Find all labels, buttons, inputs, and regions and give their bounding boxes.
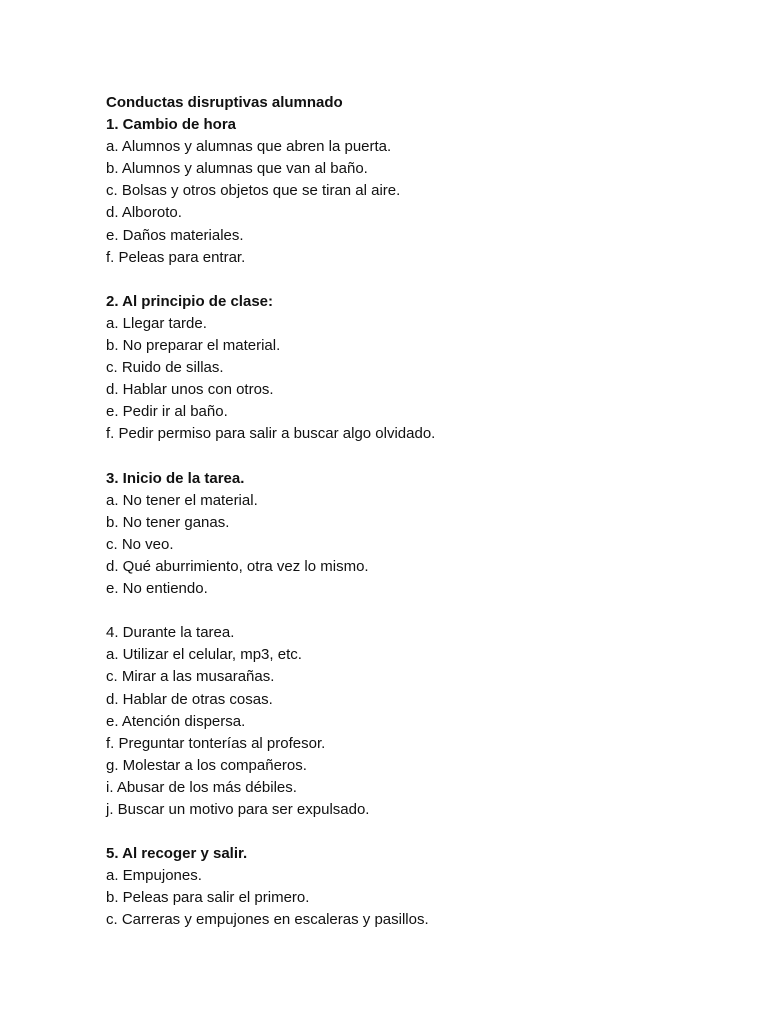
section-5 (106, 843, 726, 931)
section-spacer (106, 446, 726, 468)
list-item: b. No preparar el material. (106, 337, 281, 355)
section-spacer (106, 821, 726, 843)
section-heading: 4. Durante la tarea. (106, 624, 235, 642)
section-heading: 1. Cambio de hora (106, 116, 237, 134)
list-item: c. Ruido de sillas. (106, 359, 224, 377)
list-item: b. Alumnos y alumnas que van al baño. (106, 160, 368, 178)
list-item: e. Daños materiales. (106, 226, 244, 244)
list-item: a. Utilizar el celular, mp3, etc. (106, 646, 302, 664)
section-heading: 5. Al recoger y salir. (106, 845, 248, 863)
list-item: b. No tener ganas. (106, 513, 230, 531)
list-item: g. Molestar a los compañeros. (106, 756, 307, 774)
section-heading: 3. Inicio de la tarea. (106, 469, 245, 487)
section-heading: 2. Al principio de clase: (106, 292, 273, 310)
list-item: e. No entiendo. (106, 580, 208, 598)
section-3 (106, 468, 726, 601)
list-item: a. Empujones. (106, 867, 202, 885)
section-4 (106, 622, 726, 821)
list-item: d. Hablar unos con otros. (106, 381, 274, 399)
list-item: d. Qué aburrimiento, otra vez lo mismo. (106, 557, 369, 575)
list-item: i. Abusar de los más débiles. (106, 778, 297, 796)
list-item: b. Peleas para salir el primero. (106, 889, 310, 907)
list-item: d. Alboroto. (106, 204, 182, 222)
document-sections (106, 114, 726, 931)
section-1 (106, 114, 726, 269)
list-item: c. Mirar a las musarañas. (106, 668, 275, 686)
list-item: f. Preguntar tonterías al profesor. (106, 734, 326, 752)
list-item: c. No veo. (106, 535, 174, 553)
list-item: f. Pedir permiso para salir a buscar algo olvidado. (106, 425, 436, 443)
list-item: e. Atención dispersa. (106, 712, 246, 730)
list-item: e. Pedir ir al baño. (106, 403, 228, 421)
section-2 (106, 291, 726, 446)
list-item: d. Hablar de otras cosas. (106, 690, 273, 708)
list-item: a. Llegar tarde. (106, 314, 207, 332)
list-item: a. Alumnos y alumnas que abren la puerta. (106, 138, 392, 156)
document-page (106, 92, 726, 932)
document-title: Conductas disruptivas alumnado (106, 94, 343, 111)
list-item: c. Bolsas y otros objetos que se tiran al aire. (106, 182, 401, 200)
list-item: j. Buscar un motivo para ser expulsado. (106, 801, 370, 818)
section-spacer (106, 600, 726, 622)
list-item: c. Carreras y empujones en escaleras y pasillos. (106, 911, 429, 929)
section-spacer (106, 269, 726, 291)
list-item: f. Peleas para entrar. (106, 248, 246, 266)
list-item: a. No tener el material. (106, 491, 258, 509)
